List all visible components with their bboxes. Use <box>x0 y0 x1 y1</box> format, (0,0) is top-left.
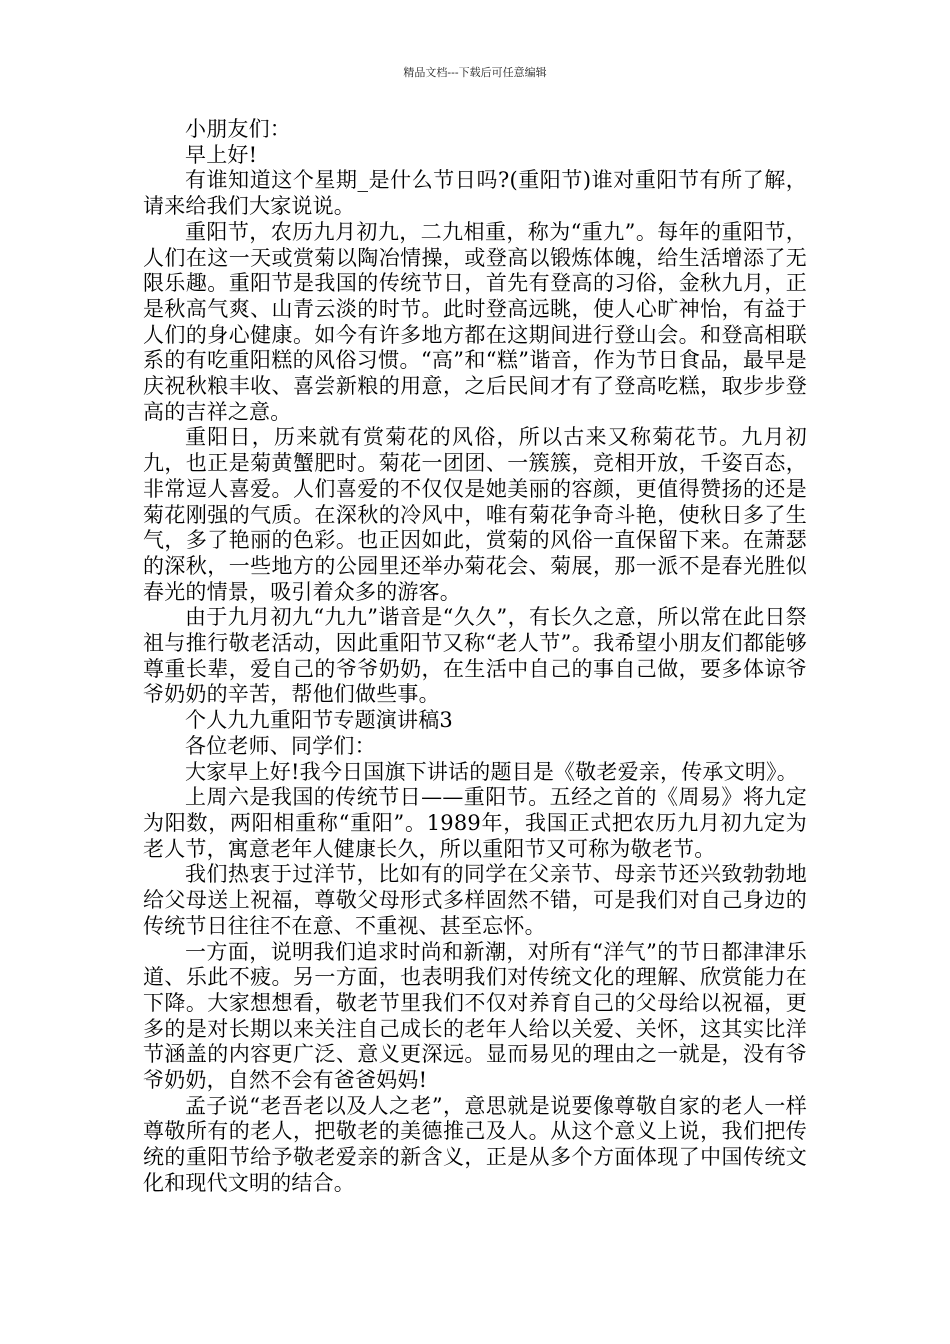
body-paragraph: 孟子说“老吾老以及人之老”，意思就是说要像尊敬自家的老人一样尊敬所有的老人，把敬老的美德推己及人。从这个意义上说，我们把传统的重阳节给予敬老爱亲的新含义，正是从多个方面体现了中国传统文化和现代文明的结合。 <box>143 1093 807 1195</box>
greeting-paragraph: 各位老师、同学们： <box>185 733 376 758</box>
greeting-paragraph: 早上好! <box>185 142 258 167</box>
body-paragraph: 由于九月初九“九九”谐音是“久久”，有长久之意，所以常在此日祭祖与推行敬老活动，因此重阳节又称“老人节”。我希望小朋友们都能够尊重长辈，爱自己的爷爷奶奶，在生活中自己的事自己做，要多体谅爷爷奶奶的辛苦，帮他们做些事。 <box>143 605 807 707</box>
greeting-paragraph: 小朋友们： <box>185 117 291 141</box>
body-paragraph: 有谁知道这个星期_是什么节日吗?(重阳节)谁对重阳节有所了解，请来给我们大家说说。 <box>143 168 807 219</box>
body-paragraph: 一方面，说明我们追求时尚和新潮，对所有“洋气”的节日都津津乐道、乐此不疲。另一方面，也表明我们对传统文化的理解、欣赏能力在下降。大家想想看，敬老节里我们不仅对养育自己的父母给以祝福，更多的是对长期以来关注自己成长的老年人给以关爱、关怀，这其实比洋节涵盖的内容更广泛、意义更深远。显而易见的理由之一就是，没有爷爷奶奶，自然不会有爸爸妈妈! <box>143 939 807 1093</box>
section-title: 个人九九重阳节专题演讲稿3 <box>185 708 453 733</box>
body-paragraph: 重阳节，农历九月初九，二九相重，称为“重九”。每年的重阳节，人们在这一天或赏菊以陶冶情操，或登高以锻炼体魄，给生活增添了无限乐趣。重阳节是我国的传统节日，首先有登高的习俗，金秋九月，正是秋高气爽、山青云淡的时节。此时登高远眺，使人心旷神怡，有益于人们的身心健康。如今有许多地方都在这期间进行登山会。和登高相联系的有吃重阳糕的风俗习惯。“高”和“糕”谐音，作为节日食品，最早是庆祝秋粮丰收、喜尝新粮的用意，之后民间才有了登高吃糕，取步步登高的吉祥之意。 <box>143 219 807 424</box>
document-body <box>143 117 807 1197</box>
body-paragraph: 大家早上好!我今日国旗下讲话的题目是《敬老爱亲，传承文明》。 <box>185 759 798 784</box>
body-paragraph: 上周六是我国的传统节日——重阳节。五经之首的《周易》将九定为阳数，两阳相重称“重阳”。1989年，我国正式把农历九月初九定为老人节，寓意老年人健康长久，所以重阳节又可称为敬老节。 <box>143 785 807 861</box>
page-header: 精品文档---下载后可任意编辑 <box>403 66 547 79</box>
body-paragraph: 我们热衷于过洋节，比如有的同学在父亲节、母亲节还兴致勃勃地给父母送上祝福，尊敬父母形式多样固然不错，可是我们对自己身边的传统节日往往不在意、不重视、甚至忘怀。 <box>143 862 807 938</box>
body-paragraph: 重阳日，历来就有赏菊花的风俗，所以古来又称菊花节。九月初九，也正是菊黄蟹肥时。菊花一团团、一簇簇，竞相开放，千姿百态，非常逗人喜爱。人们喜爱的不仅仅是她美丽的容颜，更值得赞扬的还是菊花刚强的气质。在深秋的冷风中，唯有菊花争奇斗艳，使秋日多了生气，多了艳丽的色彩。也正因如此，赏菊的风俗一直保留下来。在萧瑟的深秋，一些地方的公园里还举办菊花会、菊展，那一派不是春光胜似春光的情景，吸引着众多的游客。 <box>143 425 807 604</box>
